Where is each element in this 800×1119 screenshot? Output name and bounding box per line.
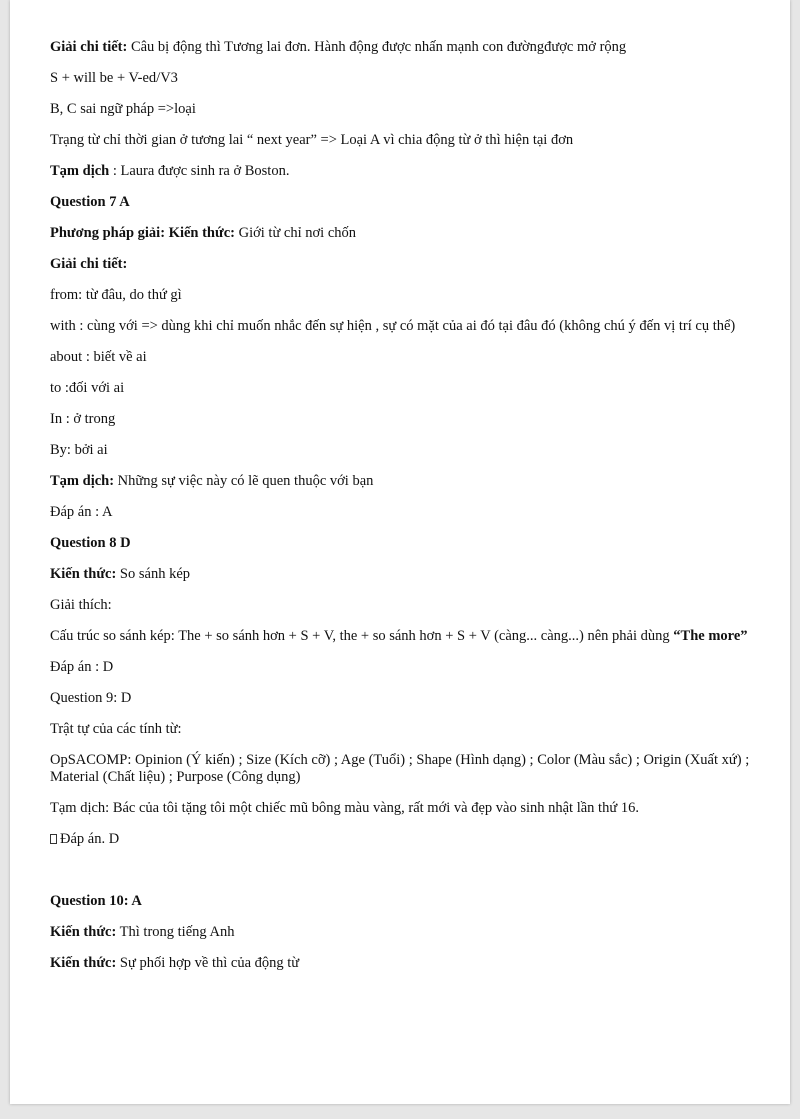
paragraph: [50, 800, 750, 817]
bold-label: Question 10: A: [50, 893, 142, 909]
paragraph: [50, 628, 750, 645]
paragraph: [50, 535, 750, 552]
paragraph-text: about : biết về ai: [50, 349, 147, 365]
paragraph: [50, 349, 750, 366]
paragraph-text: Cấu trúc so sánh kép: The + so sánh hơn + S + V, the + so sánh hơn + S + V (càng... càng...) nên phải dùng: [50, 628, 674, 644]
paragraph: [50, 411, 750, 428]
paragraph: [50, 721, 750, 738]
paragraph: [50, 955, 750, 972]
paragraph-text: Sự phối hợp về thì của động từ: [116, 955, 300, 971]
blank-line: [50, 862, 750, 879]
bold-label: Question 8 D: [50, 535, 131, 551]
paragraph: [50, 256, 750, 273]
bold-label: Question 7 A: [50, 194, 130, 210]
bold-label: Tạm dịch:: [50, 473, 115, 489]
paragraph-text: In : ở trong: [50, 411, 116, 427]
paragraph-text: Đáp án : A: [50, 504, 113, 520]
bold-label: Giải chi tiết:: [50, 39, 128, 55]
paragraph: [50, 194, 750, 211]
paragraph-text: Giải thích:: [50, 597, 112, 613]
paragraph: [50, 924, 750, 941]
paragraph: [50, 597, 750, 614]
paragraph-text: with : cùng với => dùng khi chỉ muốn nhắc đến sự hiện , sự có mặt của ai đó tại đâu đó (không chú ý đến vị trí cụ thể): [50, 318, 736, 334]
paragraph-text: from: từ đâu, do thứ gì: [50, 287, 182, 303]
bold-label: Kiến thức:: [50, 955, 117, 971]
bold-phrase: “The more”: [673, 628, 748, 644]
paragraph-text: By: bởi ai: [50, 442, 108, 458]
paragraph-text: B, C sai ngữ pháp =>loại: [50, 101, 196, 117]
paragraph: [50, 752, 750, 786]
bold-label: Phương pháp giải: Kiến thức:: [50, 225, 235, 241]
bold-label: Giải chi tiết:: [50, 256, 128, 272]
paragraph: [50, 70, 750, 87]
paragraph: [50, 831, 750, 848]
paragraph-text: Những sự việc này có lẽ quen thuộc với bạn: [114, 473, 374, 489]
paragraph: [50, 690, 750, 707]
paragraph-text: Tạm dịch: Bác của tôi tặng tôi một chiếc mũ bông màu vàng, rất mới và đẹp vào sinh nhật lần thứ 16.: [50, 800, 639, 816]
paragraph: [50, 504, 750, 521]
paragraph-text: Đáp án. D: [60, 831, 120, 847]
paragraph-text: Trật tự của các tính từ:: [50, 721, 182, 737]
paragraph: [50, 101, 750, 118]
paragraph-text: Câu bị động thì Tương lai đơn. Hành động được nhấn mạnh con đườngđược mở rộng: [127, 39, 627, 55]
paragraph: [50, 287, 750, 304]
paragraph-text: Giới từ chỉ nơi chốn: [234, 225, 357, 241]
paragraph: [50, 39, 750, 56]
paragraph-text: OpSACOMP: Opinion (Ý kiến) ; Size (Kích cỡ) ; Age (Tuổi) ; Shape (Hình dạng) ; Color (Màu sắc) ; Origin (Xuất xứ) ; Material (Chất liệu) ; Purpose (Công dụng): [50, 752, 750, 785]
document-body: [50, 39, 750, 986]
document-page: [10, 0, 790, 1104]
paragraph: [50, 132, 750, 149]
paragraph: [50, 163, 750, 180]
paragraph: [50, 225, 750, 242]
paragraph: [50, 380, 750, 397]
bold-label: Kiến thức:: [50, 566, 117, 582]
missing-glyph-icon: [50, 834, 57, 844]
bold-label: Tạm dịch: [50, 163, 110, 179]
paragraph: [50, 893, 750, 910]
paragraph: [50, 659, 750, 676]
paragraph-text: to :đối với ai: [50, 380, 125, 396]
paragraph: [50, 566, 750, 583]
paragraph: [50, 442, 750, 459]
paragraph-text: Thì trong tiếng Anh: [116, 924, 235, 940]
paragraph: [50, 318, 750, 335]
paragraph-text: So sánh kép: [116, 566, 191, 582]
paragraph-text: : Laura được sinh ra ở Boston.: [109, 163, 290, 179]
paragraph-text: Trạng từ chỉ thời gian ở tương lai “ next year” => Loại A vì chia động từ ở thì hiện tại đơn: [50, 132, 574, 148]
paragraph-text: S + will be + V-ed/V3: [50, 70, 178, 86]
paragraph-text: Question 9: D: [50, 690, 132, 706]
paragraph: [50, 473, 750, 490]
bold-label: Kiến thức:: [50, 924, 117, 940]
paragraph-text: Đáp án : D: [50, 659, 114, 675]
